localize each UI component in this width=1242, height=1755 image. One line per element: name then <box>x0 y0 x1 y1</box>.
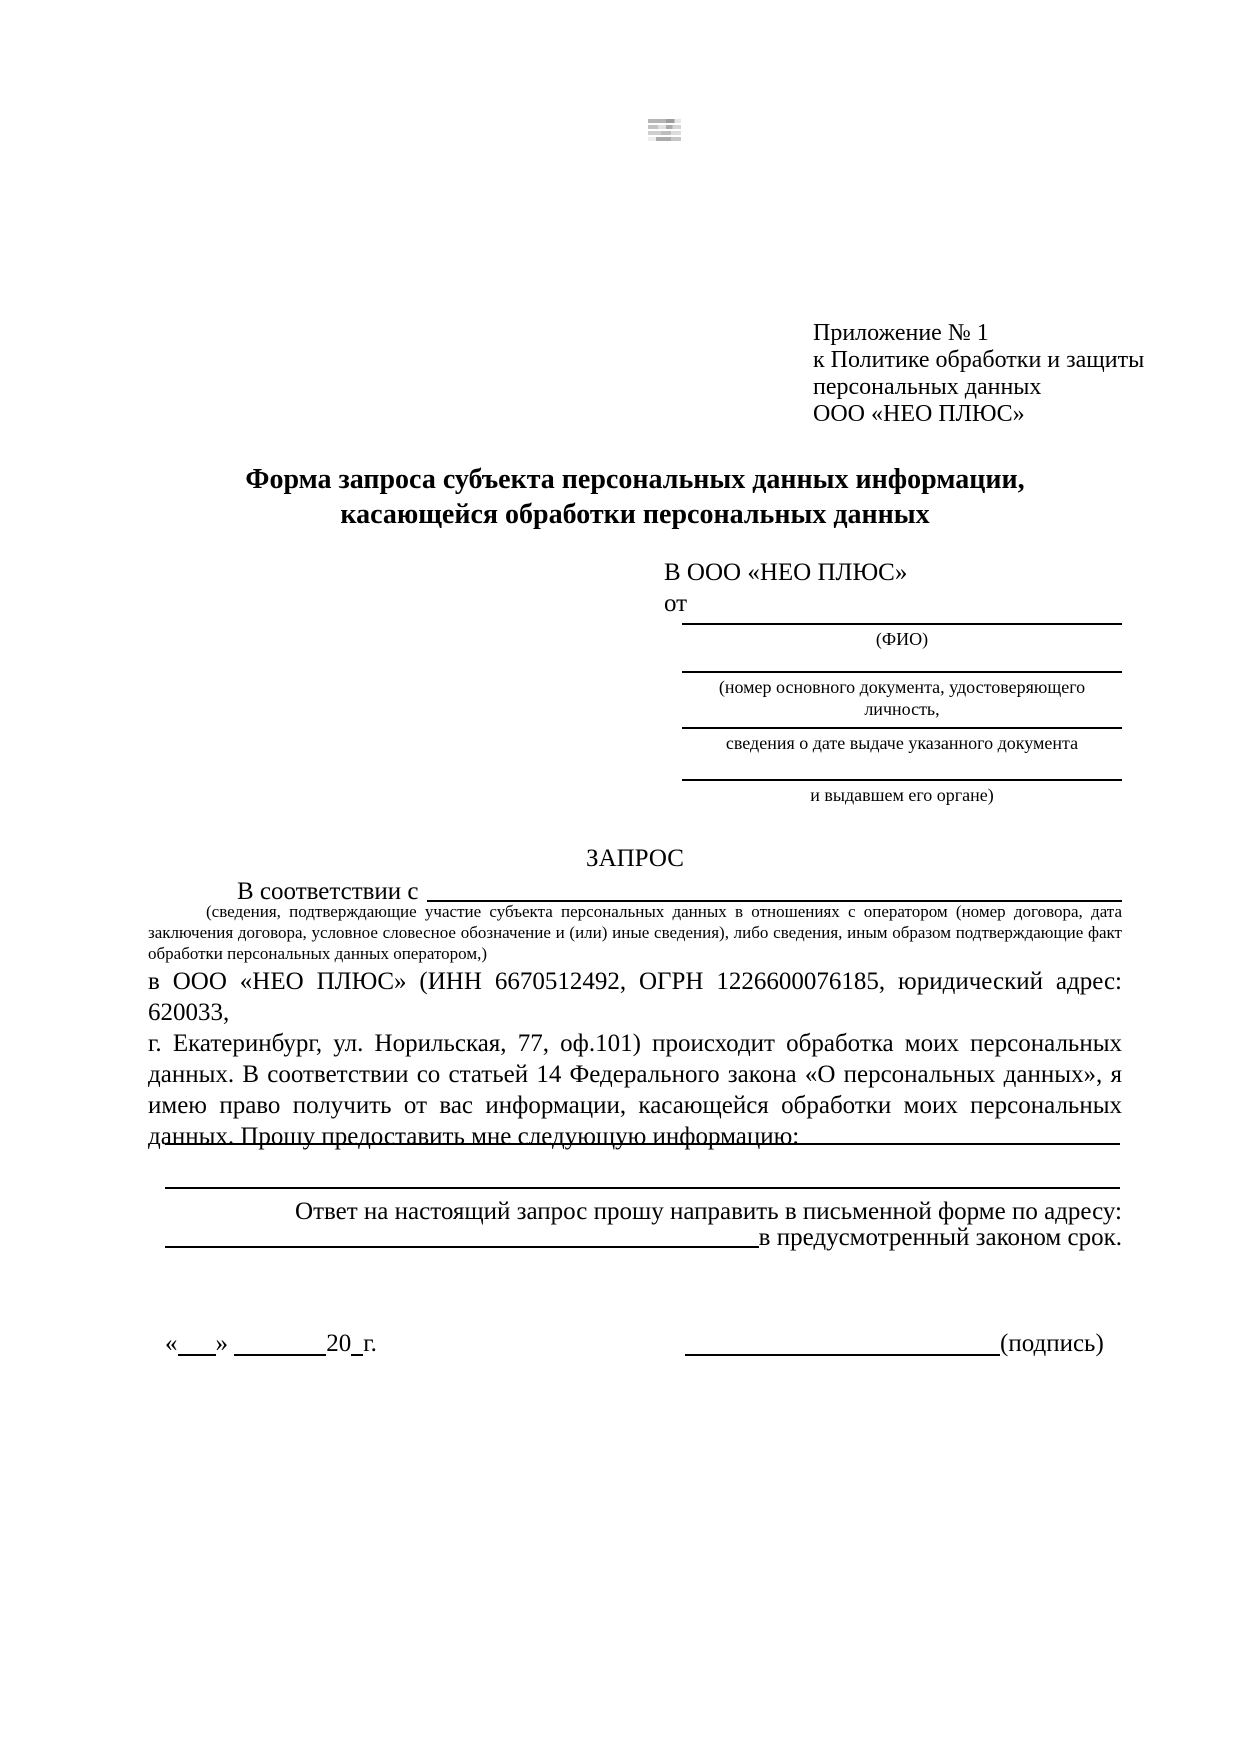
appendix-note-line: персональных данных <box>813 374 1042 400</box>
accordance-prefix: В соответствии с <box>237 878 419 905</box>
fill-in-line <box>165 1222 759 1248</box>
document-title-line: Форма запроса субъекта персональных данных информации, <box>245 464 1025 495</box>
date-field <box>165 1328 377 1359</box>
image-placeholder-icon <box>648 119 681 141</box>
addressee-block <box>664 557 907 619</box>
fio-field <box>682 623 1122 650</box>
addressee-from-label: от <box>664 590 688 617</box>
body-paragraph <box>148 966 1122 1152</box>
fill-in-line <box>685 1334 1000 1356</box>
reply-address-row <box>165 1222 1122 1253</box>
document-number-field <box>682 671 1122 720</box>
issue-date-field <box>682 727 1122 754</box>
body-line: данных. Прошу предоставить мне следующую информацию: <box>148 1123 800 1150</box>
fill-in-line <box>165 1187 1120 1189</box>
fill-in-line <box>351 1334 363 1356</box>
fine-print-line: (сведения, подтверждающие участие субъекта персональных данных в отношениях с оператором (номер договора, дата <box>206 902 1122 921</box>
document-title <box>148 462 1122 532</box>
fill-in-line <box>427 876 1122 902</box>
request-heading: ЗАПРОС <box>586 845 684 872</box>
body-line: г. Екатеринбург, ул. Норильская, 77, оф.101) происходит обработка моих персональных <box>148 1030 1122 1057</box>
signature-caption: (подпись) <box>1000 1330 1104 1357</box>
fill-in-line <box>682 623 1122 625</box>
quote-open: « <box>165 1330 178 1357</box>
document-title-line: касающейся обработки персональных данных <box>340 499 930 530</box>
fill-in-line <box>682 727 1122 729</box>
fill-in-line <box>165 1143 1120 1145</box>
fill-in-line <box>234 1334 326 1356</box>
fio-caption: (ФИО) <box>875 629 929 649</box>
appendix-note-line: ООО «НЕО ПЛЮС» <box>813 401 1025 427</box>
body-line: данных. В соответствии со статьей 14 Федерального закона «О персональных данных», я <box>148 1061 1122 1088</box>
signature-field <box>685 1328 1104 1359</box>
reply-suffix: в предусмотренный законом срок. <box>758 1224 1122 1251</box>
addressee-to: В ООО «НЕО ПЛЮС» <box>664 559 908 586</box>
appendix-note <box>813 320 1144 428</box>
fine-print-line: обработки персональных данных оператором,) <box>148 944 488 963</box>
fine-print-note <box>148 901 1122 964</box>
quote-close: » <box>215 1330 228 1357</box>
issuing-authority-field <box>682 779 1122 806</box>
appendix-note-line: к Политике обработки и защиты <box>813 347 1145 373</box>
body-line: в ООО «НЕО ПЛЮС» (ИНН 6670512492, ОГРН 1226600076185, юридический адрес: 620033, <box>148 968 1122 1026</box>
year-suffix: г. <box>363 1330 377 1357</box>
document-number-caption: (номер основного документа, удостоверяющего личность, <box>718 677 1086 719</box>
issuing-authority-caption: и выдавшем его органе) <box>810 785 994 805</box>
reply-request-line: Ответ на настоящий запрос прошу направить в письменной форме по адресу: <box>295 1198 1122 1225</box>
fill-in-line <box>178 1334 216 1356</box>
fine-print-line: заключения договора, условное словесное обозначение и (или) иные сведения), либо сведения, иным образом подтверждающие факт <box>148 923 1122 942</box>
fill-in-line <box>682 671 1122 673</box>
year-prefix: 20 <box>326 1330 352 1357</box>
appendix-note-line: Приложение № 1 <box>813 320 989 346</box>
issue-date-caption: сведения о дате выдаче указанного документа <box>725 733 1079 753</box>
body-line: имею право получить от вас информации, касающейся обработки моих персональных <box>148 1092 1122 1119</box>
fill-in-line <box>682 779 1122 781</box>
